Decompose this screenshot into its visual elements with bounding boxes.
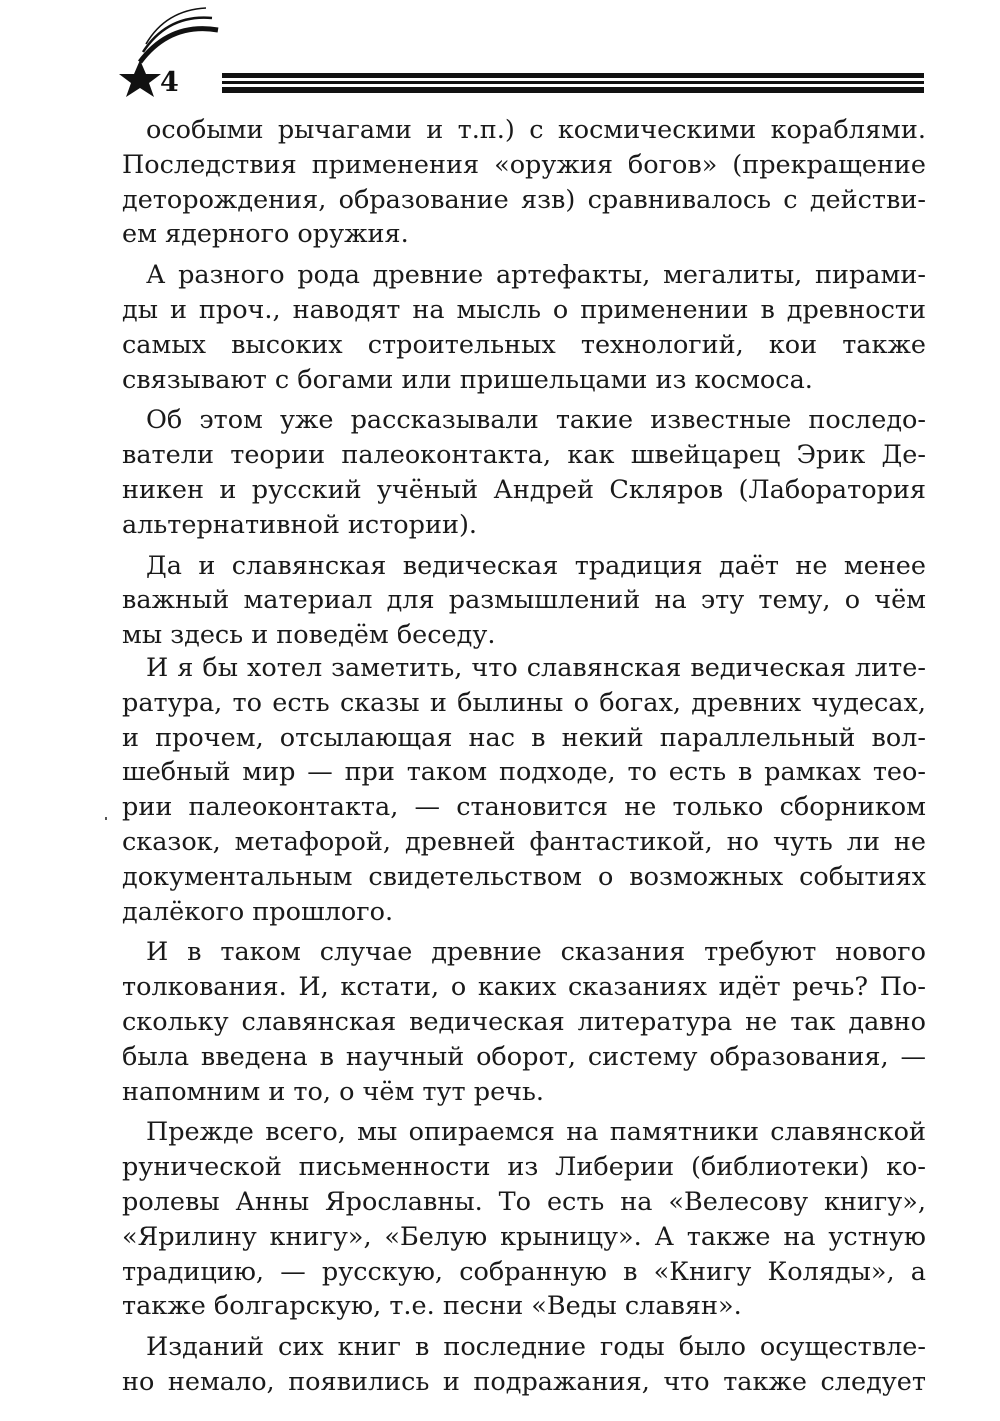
text-line: И я бы хотел заметить, что славянская ведическая лите- bbox=[146, 653, 926, 683]
header-ornament bbox=[0, 0, 1000, 110]
text-line: Прежде всего, мы опираемся на памятники славянской bbox=[146, 1117, 926, 1148]
text-line: Да и славянская ведическая традиция даёт не менее bbox=[146, 550, 926, 581]
text-line: скольку славянская ведическая литература не так давно bbox=[122, 1006, 926, 1037]
print-speck bbox=[105, 817, 107, 820]
text-line: рунической письменности из Либерии (библиотеки) ко- bbox=[122, 1152, 926, 1183]
paragraph bbox=[122, 1330, 926, 1400]
text-line: ватели теории палеоконтакта, как швейцарец Эрик Де- bbox=[122, 440, 926, 471]
paragraph bbox=[122, 1115, 926, 1324]
paragraph bbox=[122, 258, 926, 397]
text-line: связывают с богами или пришельцами из космоса. bbox=[122, 364, 813, 395]
text-line: традицию, — русскую, собранную в «Книгу Коляды», а bbox=[122, 1256, 926, 1287]
paragraph bbox=[122, 113, 926, 252]
text-line: Изданий сих книг в последние годы было осуществле- bbox=[146, 1332, 926, 1363]
star-icon bbox=[119, 60, 161, 97]
paragraph bbox=[122, 651, 926, 929]
text-section-top bbox=[122, 113, 926, 659]
text-line: далёкого прошлого. bbox=[122, 896, 394, 927]
text-line: самых высоких строительных технологий, кои также bbox=[122, 329, 926, 360]
text-line: но немало, появились и подражания, что также следует bbox=[122, 1366, 926, 1397]
text-line: Последствия применения «оружия богов» (прекращение bbox=[122, 149, 926, 180]
text-line: никен и русский учёный Андрей Скляров (Лаборатория bbox=[122, 474, 926, 505]
text-line: и прочем, отсылающая нас в некий параллельный вол- bbox=[122, 722, 926, 753]
text-section-bottom bbox=[122, 651, 926, 1406]
text-line: ратура, то есть сказы и былины о богах, древних чудесах, bbox=[122, 687, 926, 718]
text-line: документальным свидетельством о возможных событиях bbox=[122, 861, 926, 892]
text-line: альтернативной истории). bbox=[122, 509, 478, 540]
text-line: И в таком случае древние сказания требуют нового bbox=[146, 937, 926, 968]
header-rule bbox=[222, 73, 924, 93]
text-line: Об этом уже рассказывали такие известные последо- bbox=[146, 405, 926, 436]
text-line: была введена в научный оборот, систему образования, — bbox=[122, 1041, 926, 1072]
paragraph bbox=[122, 549, 926, 653]
text-line: деторождения, образование язв) сравнивалось с действи- bbox=[122, 184, 926, 215]
paragraph bbox=[122, 935, 926, 1109]
arcs-icon bbox=[140, 8, 218, 62]
page-header bbox=[0, 0, 1000, 110]
text-line: ем ядерного оружия. bbox=[122, 219, 409, 250]
text-line: «Ярилину книгу», «Белую крыницу». А также на устную bbox=[122, 1221, 926, 1252]
text-line: также болгарскую, т.е. песни «Веды славян». bbox=[122, 1291, 742, 1322]
text-line: мы здесь и поведём беседу. bbox=[122, 620, 496, 651]
text-line: толкования. И, кстати, о каких сказаниях идёт речь? По- bbox=[122, 972, 926, 1003]
text-line: важный материал для размышлений на эту тему, о чём bbox=[122, 585, 926, 616]
text-line: ды и проч., наводят на мысль о применении в древности bbox=[122, 294, 926, 325]
paragraph bbox=[122, 403, 926, 542]
text-line: шебный мир — при таком подходе, то есть в рамках тео- bbox=[122, 757, 926, 788]
page-number: 4 bbox=[160, 67, 179, 98]
text-line: рии палеоконтакта, — становится не только сборником bbox=[122, 792, 926, 823]
text-line: особыми рычагами и т.п.) с космическими кораблями. bbox=[146, 115, 926, 145]
text-line: ролевы Анны Ярославны. То есть на «Велесову книгу», bbox=[122, 1186, 926, 1217]
text-line: сказок, метафорой, древней фантастикой, но чуть ли не bbox=[122, 826, 926, 857]
text-line: напомним и то, о чём тут речь. bbox=[122, 1076, 545, 1107]
text-line: А разного рода древние артефакты, мегалиты, пирами- bbox=[146, 260, 926, 291]
